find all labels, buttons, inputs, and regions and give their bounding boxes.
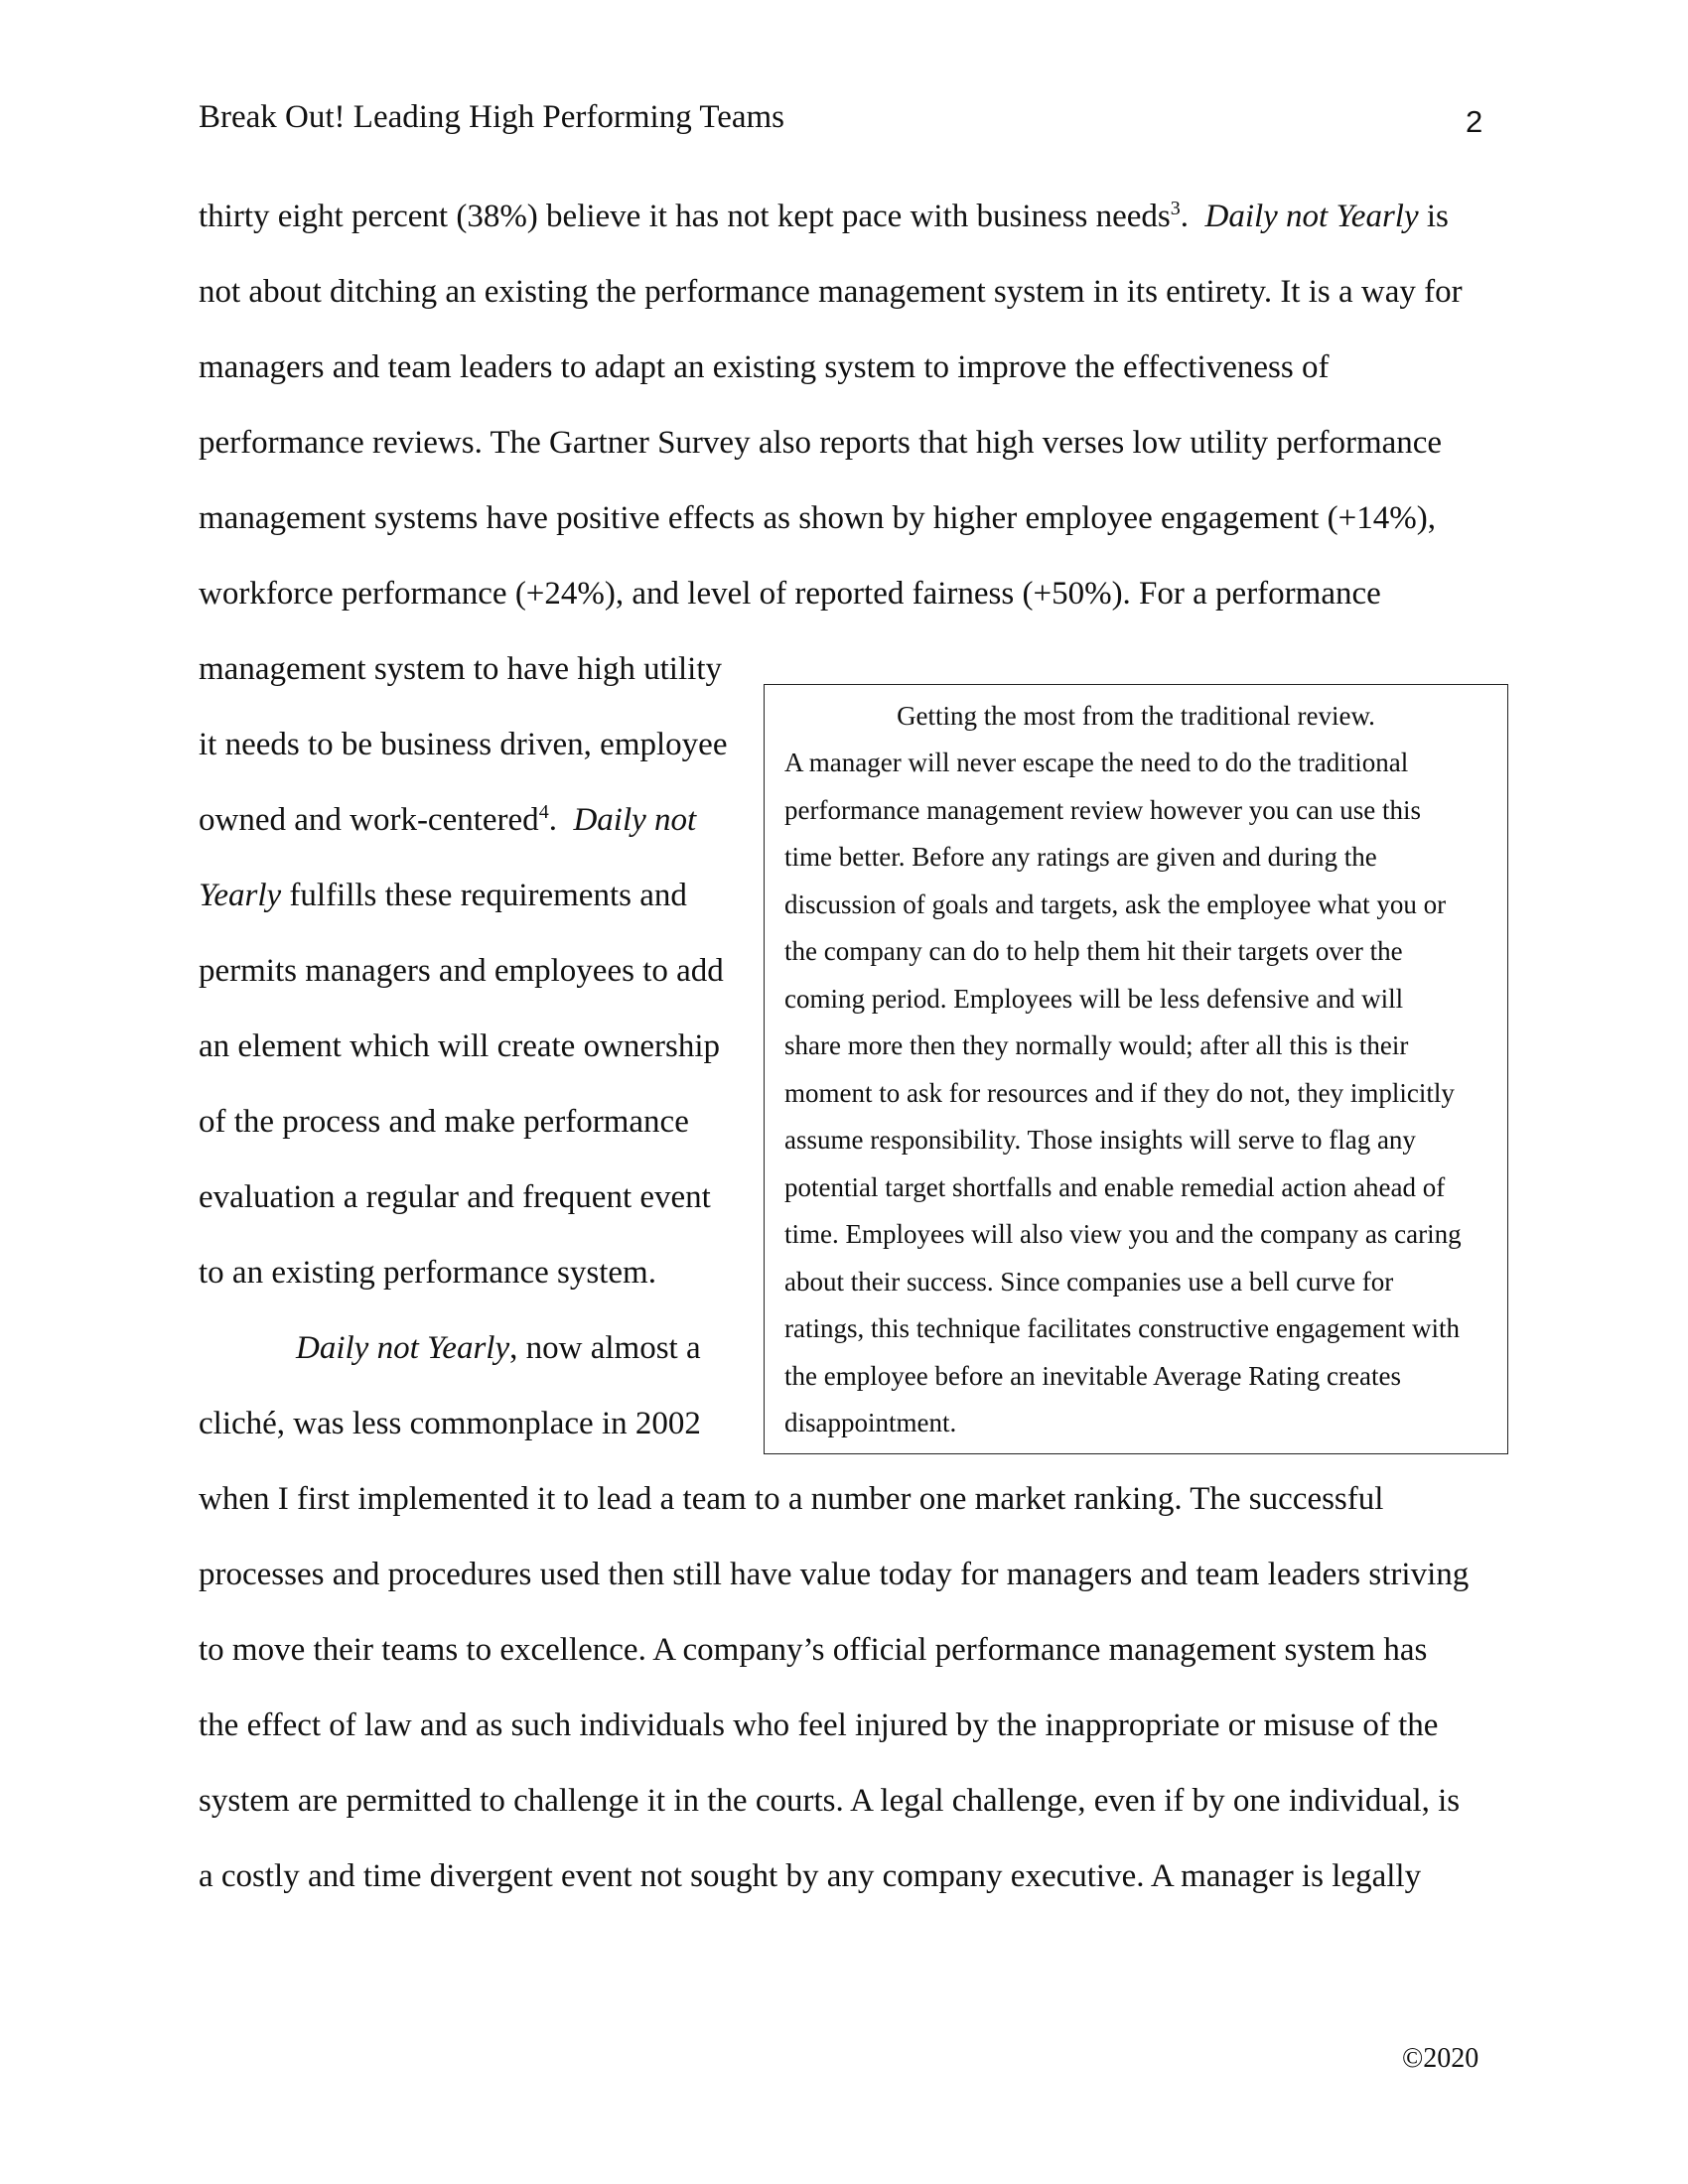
text-line [199, 800, 696, 840]
sidebar-line: ratings, this technique facilitates constructive engagement with [784, 1313, 1461, 1343]
sidebar-line: potential target shortfalls and enable remedial action ahead of [784, 1171, 1446, 1202]
text-line [199, 876, 687, 915]
sidebar-line: assume responsibility. Those insights will serve to flag any [784, 1125, 1416, 1155]
text-line: management system to have high utility [199, 651, 722, 687]
header-title: Break Out! Leading High Performing Teams [199, 99, 785, 135]
footnote-ref-3: 3 [1170, 198, 1181, 219]
text-line [199, 197, 1449, 236]
sidebar-line: coming period. Employees will be less defensive and will [784, 983, 1404, 1014]
text-line: managers and team leaders to adapt an existing system to improve the effectiveness of [199, 349, 1330, 385]
text-line: processes and procedures used then still have value today for managers and team leaders striving [199, 1557, 1470, 1592]
text-line: when I first implemented it to lead a team to a number one market ranking. The successful [199, 1481, 1384, 1517]
text-span: owned and work-centered [199, 802, 539, 838]
text-line: to an existing performance system. [199, 1255, 656, 1291]
text-span: is [1418, 199, 1449, 234]
sidebar-box [764, 684, 1508, 1454]
sidebar-line: time better. Before any ratings are given and during the [784, 842, 1377, 872]
sidebar-line: disappointment. [784, 1408, 957, 1437]
sidebar-line: moment to ask for resources and if they do not, they implicitly [784, 1077, 1455, 1108]
text-line: permits managers and employees to add [199, 953, 724, 989]
text-line: evaluation a regular and frequent event [199, 1179, 711, 1215]
italic-text: Daily not Yearly [1204, 199, 1419, 234]
text-line: to move their teams to excellence. A company’s official performance management system has [199, 1632, 1428, 1668]
italic-text: Daily not [573, 802, 697, 838]
footnote-ref-4: 4 [538, 801, 549, 823]
text-line: workforce performance (+24%), and level of reported fairness (+50%). For a performance [199, 576, 1381, 612]
text-line: it needs to be business driven, employee [199, 727, 728, 762]
text-line: performance reviews. The Gartner Survey also reports that high verses low utility performance [199, 425, 1443, 461]
italic-text: Yearly [199, 878, 282, 913]
sidebar-line: the company can do to help them hit their targets over the [784, 936, 1403, 966]
text-line: of the process and make performance [199, 1104, 689, 1140]
copyright-footer: ©2020 [1402, 2043, 1479, 2074]
text-line: cliché, was less commonplace in 2002 [199, 1406, 701, 1441]
sidebar-line: discussion of goals and targets, ask the employee what you or [784, 888, 1447, 919]
sidebar-line: performance management review however you can use this [784, 794, 1421, 825]
italic-text: Daily not Yearly [296, 1330, 510, 1366]
sidebar-line: time. Employees will also view you and the company as caring [784, 1219, 1462, 1249]
text-line: management systems have positive effects as shown by higher employee engagement (+14%), [199, 500, 1436, 536]
sidebar-title: Getting the most from the traditional review. [897, 701, 1375, 731]
sidebar-line: about their success. Since companies use a bell curve for [784, 1266, 1394, 1297]
sidebar-line: share more then they normally would; after all this is their [784, 1030, 1409, 1060]
text-span: fulfills these requirements and [281, 878, 687, 913]
sidebar-line: the employee before an inevitable Average Rating creates [784, 1360, 1401, 1391]
text-line: not about ditching an existing the performance management system in its entirety. It is a way for [199, 274, 1463, 310]
text-span: , now almost a [509, 1330, 701, 1366]
text-line: the effect of law and as such individuals who feel injured by the inappropriate or misuse of the [199, 1707, 1439, 1743]
text-line: system are permitted to challenge it in the courts. A legal challenge, even if by one individual, is [199, 1783, 1461, 1819]
text-line: an element which will create ownership [199, 1028, 721, 1064]
sidebar-line: A manager will never escape the need to do the traditional [784, 748, 1409, 777]
text-line [296, 1328, 701, 1368]
text-line: a costly and time divergent event not sought by any company executive. A manager is legally [199, 1858, 1422, 1894]
text-span: thirty eight percent (38%) believe it has not kept pace with business needs [199, 199, 1171, 234]
page-number: 2 [1466, 104, 1483, 139]
text-span: . [1180, 199, 1205, 234]
text-span: . [548, 802, 574, 838]
